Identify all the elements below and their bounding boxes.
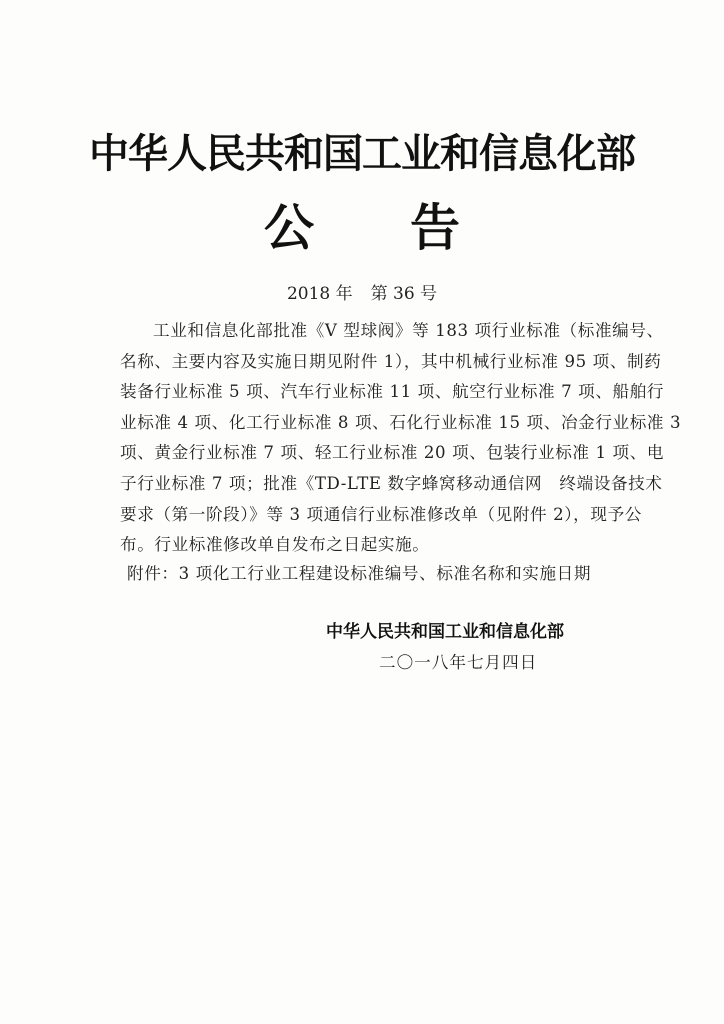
body-line: 工业和信息化部批准《V 型球阀》等 183 项行业标准（标准编号、 <box>153 321 664 340</box>
signature-date: 二〇一八年七月四日 <box>379 653 538 672</box>
body-line: 布。行业标准修改单自发布之日起实施。 <box>120 535 430 555</box>
body-line: 装备行业标准 5 项、汽车行业标准 11 项、航空行业标准 7 项、船舶行 <box>120 382 665 402</box>
document-year: 2018 年 <box>286 284 353 304</box>
document-number <box>0 281 724 307</box>
issuer-title: 中华人民共和国工业和信息化部 <box>89 131 635 177</box>
body-line: 项、黄金行业标准 7 项、轻工行业标准 20 项、包装行业标准 1 项、电 <box>120 443 665 463</box>
document-type-heading: 公告 <box>264 199 556 257</box>
announcement-body <box>120 316 682 561</box>
body-line: 要求（第一阶段）》等 3 项通信行业标准修改单（见附件 2），现予公 <box>120 504 642 524</box>
signature-organization: 中华人民共和国工业和信息化部 <box>326 622 564 642</box>
body-line: 业标准 4 项、化工行业标准 8 项、石化行业标准 15 项、冶金行业标准 3 <box>120 412 682 432</box>
body-line: 子行业标准 7 项；批准《TD-LTE 数字蜂窝移动通信网 终端设备技术 <box>120 473 663 493</box>
attachment-note: 附件：3 项化工行业工程建设标准编号、标准名称和实施日期 <box>127 564 592 583</box>
document-serial: 第 36 号 <box>370 284 438 304</box>
body-line: 名称、主要内容及实施日期见附件 1），其中机械行业标准 95 项、制药 <box>120 351 662 371</box>
